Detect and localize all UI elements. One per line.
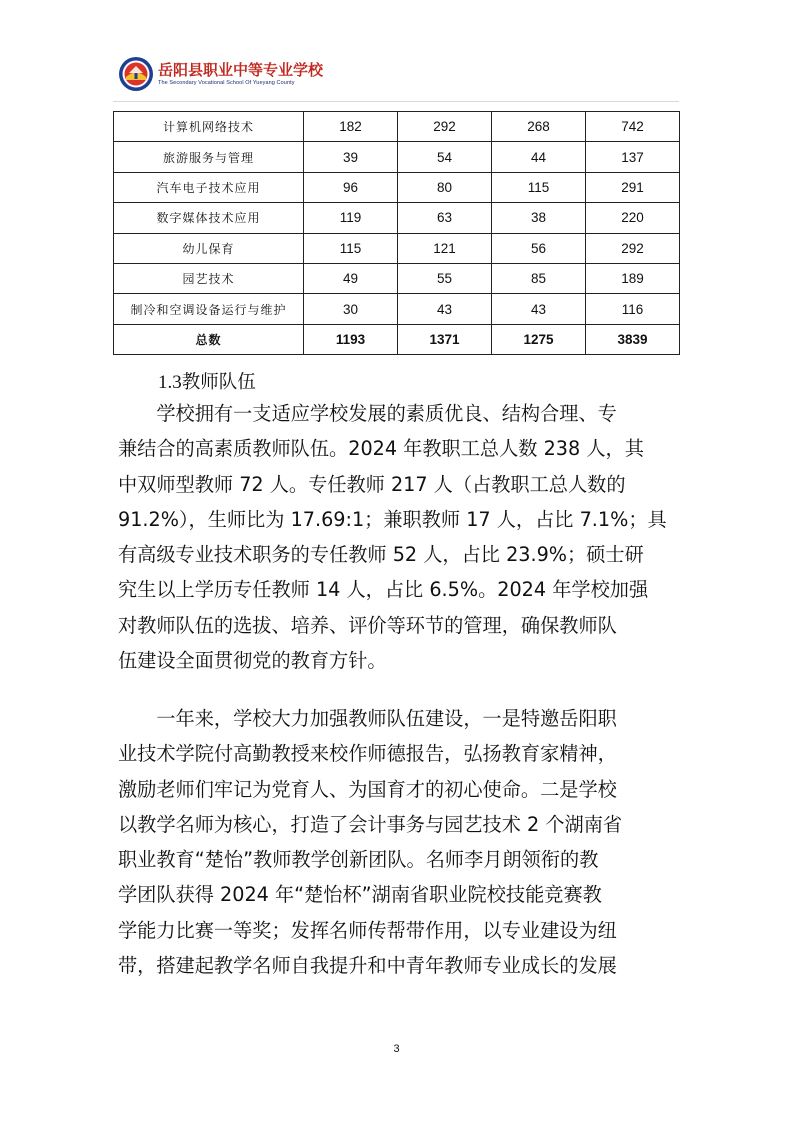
table-row <box>114 263 680 293</box>
major-name-cell: 汽车电子技术应用 <box>114 172 304 202</box>
text-line: 业技术学院付高勤教授来校作师德报告，弘扬教育家精神， <box>118 742 617 766</box>
enrollment-table <box>113 111 680 355</box>
table-row <box>114 172 680 202</box>
text-line: 对教师队伍的选拔、培养、评价等环节的管理，确保教师队 <box>118 613 617 637</box>
value-cell: 43 <box>492 294 586 324</box>
value-cell: 115 <box>304 233 398 263</box>
major-name-cell: 数字媒体技术应用 <box>114 203 304 233</box>
total-value-cell: 3839 <box>586 324 680 354</box>
value-cell: 121 <box>398 233 492 263</box>
table-row <box>114 294 680 324</box>
major-name-cell: 计算机网络技术 <box>114 112 304 142</box>
value-cell: 268 <box>492 112 586 142</box>
value-cell: 49 <box>304 263 398 293</box>
value-cell: 742 <box>586 112 680 142</box>
value-cell: 220 <box>586 203 680 233</box>
table-row <box>114 203 680 233</box>
value-cell: 38 <box>492 203 586 233</box>
major-name-cell: 制冷和空调设备运行与维护 <box>114 294 304 324</box>
text-line: 带，搭建起教学名师自我提升和中青年教师专业成长的发展 <box>118 954 617 978</box>
text-line: 职业教育“楚怡”教师教学创新团队。名师李月朗领衔的教 <box>118 848 599 872</box>
table-row <box>114 112 680 142</box>
value-cell: 119 <box>304 203 398 233</box>
value-cell: 291 <box>586 172 680 202</box>
value-cell: 55 <box>398 263 492 293</box>
text-line: 激励老师们牢记为党育人、为国育才的初心使命。二是学校 <box>118 777 617 801</box>
text-line: 以教学名师为核心，打造了会计事务与园艺技术 2 个湖南省 <box>118 812 623 836</box>
value-cell: 43 <box>398 294 492 324</box>
value-cell: 182 <box>304 112 398 142</box>
page-header <box>118 56 438 96</box>
value-cell: 292 <box>398 112 492 142</box>
text-line: 学团队获得 2024 年“楚怡杯”湖南省职业院校技能竞赛教 <box>118 883 602 907</box>
school-logo-icon <box>118 56 154 92</box>
text-line: 学校拥有一支适应学校发展的素质优良、结构合理、专 <box>118 402 617 425</box>
value-cell: 30 <box>304 294 398 324</box>
major-name-cell: 园艺技术 <box>114 263 304 293</box>
school-name-en: The Secondary Vocational School Of Yueyang County <box>158 80 295 86</box>
text-line: 兼结合的高素质教师队伍。2024 年教职工总人数 238 人，其 <box>118 437 644 461</box>
value-cell: 96 <box>304 172 398 202</box>
value-cell: 189 <box>586 263 680 293</box>
paragraph <box>118 396 684 678</box>
page-number: 3 <box>393 1043 400 1055</box>
major-name-cell: 幼儿保育 <box>114 233 304 263</box>
value-cell: 115 <box>492 172 586 202</box>
value-cell: 63 <box>398 203 492 233</box>
value-cell: 116 <box>586 294 680 324</box>
text-line: 学能力比赛一等奖；发挥名师传帮带作用，以专业建设为纽 <box>118 918 617 942</box>
table-row <box>114 233 680 263</box>
total-label-cell: 总数 <box>114 324 304 354</box>
header-divider <box>113 101 679 102</box>
value-cell: 80 <box>398 172 492 202</box>
value-cell: 54 <box>398 142 492 172</box>
text-line: 91.2%），生师比为 17.69:1；兼职教师 17 人，占比 7.1%；具 <box>118 507 667 531</box>
table-total-row <box>114 324 680 354</box>
total-value-cell: 1193 <box>304 324 398 354</box>
major-name-cell: 旅游服务与管理 <box>114 142 304 172</box>
text-line: 一年来，学校大力加强教师队伍建设，一是特邀岳阳职 <box>118 707 617 730</box>
section-heading <box>158 368 256 394</box>
text-line: 伍建设全面贯彻党的教育方针。 <box>118 649 387 673</box>
value-cell: 137 <box>586 142 680 172</box>
paragraph <box>118 701 684 983</box>
table-row <box>114 142 680 172</box>
text-line: 中双师型教师 72 人。专任教师 217 人（占教职工总人数的 <box>118 472 626 496</box>
value-cell: 56 <box>492 233 586 263</box>
text-line: 有高级专业技术职务的专任教师 52 人，占比 23.9%；硕士研 <box>118 543 644 567</box>
total-value-cell: 1275 <box>492 324 586 354</box>
value-cell: 85 <box>492 263 586 293</box>
text-line: 究生以上学历专任教师 14 人，占比 6.5%。2024 年学校加强 <box>118 578 649 602</box>
total-value-cell: 1371 <box>398 324 492 354</box>
school-name-cn: 岳阳县职业中等专业学校 <box>158 61 324 79</box>
value-cell: 292 <box>586 233 680 263</box>
section-number: 1.3 <box>158 372 182 393</box>
section-title: 教师队伍 <box>181 372 256 393</box>
value-cell: 39 <box>304 142 398 172</box>
value-cell: 44 <box>492 142 586 172</box>
